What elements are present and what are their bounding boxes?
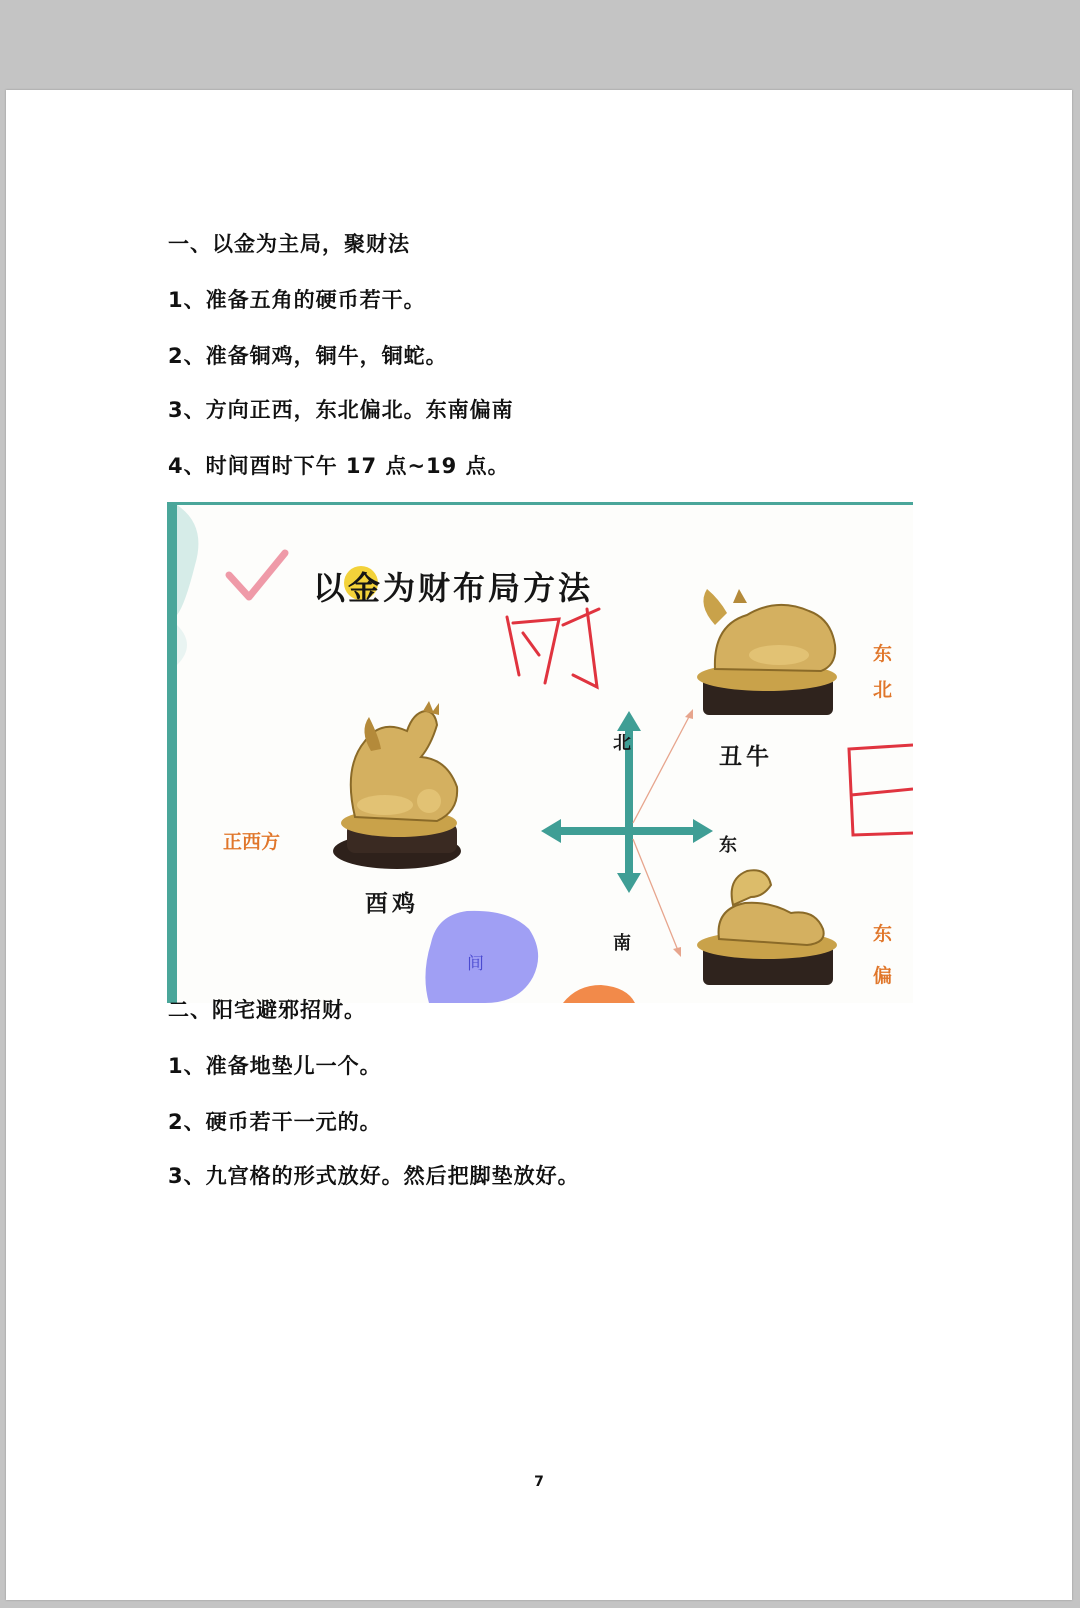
rooster-statue-icon (333, 701, 461, 869)
orange-shape-icon (563, 985, 635, 1003)
diagram-title: 以金为财布局方法 (313, 569, 594, 607)
southeast-cut-label-1: 东 (873, 923, 893, 945)
northeast-cut-label-2: 北 (873, 679, 893, 701)
northeast-cut-label-1: 东 (873, 643, 893, 665)
layout-diagram-image (167, 502, 913, 1003)
northeast-line (633, 713, 691, 823)
section2-item-2: 2、硬币若干一元的。 (168, 1110, 382, 1134)
handwriting-bracket-icon (849, 745, 913, 835)
small-mark-label: 间 (467, 954, 484, 974)
rooster-label: 酉鸡 (365, 891, 419, 917)
snake-statue-icon (697, 870, 837, 985)
section2-title: 二、阳宅避邪招财。 (168, 998, 366, 1022)
handwriting-mark-icon (507, 609, 599, 687)
ox-label: 丑牛 (719, 744, 773, 770)
west-label: 正西方 (223, 831, 281, 853)
check-mark-icon (229, 553, 285, 597)
section1-item-4: 4、时间酉时下午 17 点~19 点。 (168, 454, 510, 478)
south-label: 南 (613, 933, 631, 954)
ox-statue-icon (697, 589, 837, 715)
section1-item-1: 1、准备五角的硬币若干。 (168, 288, 426, 312)
southeast-line (633, 839, 679, 953)
document-page (6, 90, 1072, 1600)
section1-item-2: 2、准备铜鸡，铜牛，铜蛇。 (168, 344, 448, 368)
east-label: 东 (719, 835, 737, 856)
north-label: 北 (613, 733, 631, 754)
section1-title: 一、以金为主局，聚财法 (168, 232, 410, 256)
section2-item-3: 3、九宫格的形式放好。然后把脚垫放好。 (168, 1164, 580, 1188)
section1-item-3: 3、方向正西，东北偏北。东南偏南 (168, 398, 514, 422)
section2-item-1: 1、准备地垫儿一个。 (168, 1054, 382, 1078)
page-number: 7 (534, 1474, 544, 1490)
southeast-cut-label-2: 偏 (873, 965, 893, 987)
